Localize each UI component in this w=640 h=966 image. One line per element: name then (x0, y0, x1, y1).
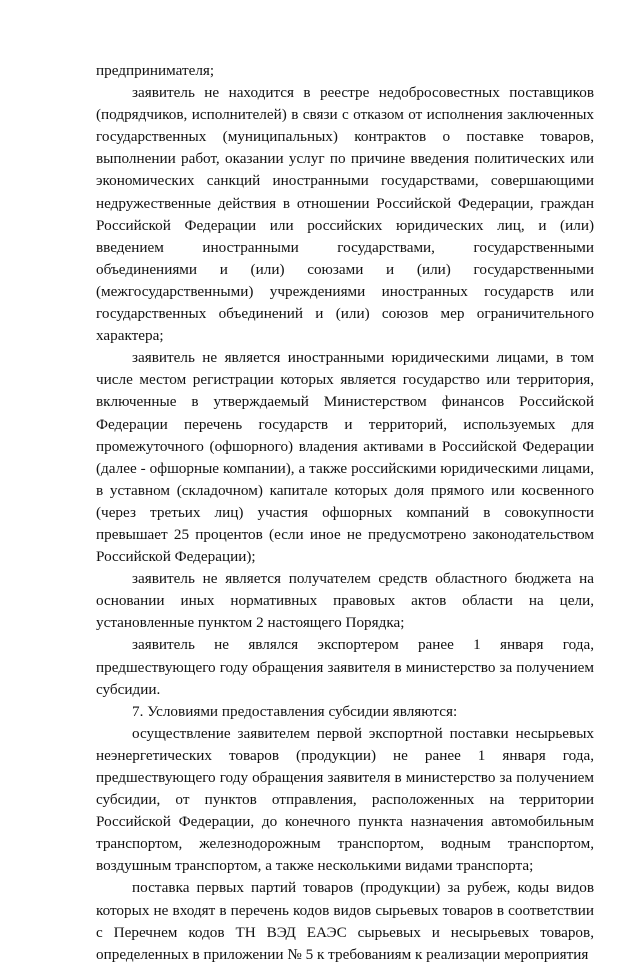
paragraph-regional-budget: заявитель не является получателем средств областного бюджета на основании иных нормативных правовых актов области на цели, установленные пунктом 2 настоящего Порядка; (96, 570, 594, 632)
paragraph-entrepreneur-tail: предпринимателя; (96, 62, 215, 79)
document-body (96, 60, 594, 966)
paragraph-unfair-suppliers-registry: заявитель не находится в реестре недобросовестных поставщиков (подрядчиков, исполнителей) в связи с отказом от исполнения заключенных государственных (муниципальных) контрактов о поставке товаров, выполнении работ, оказании услуг по причине введения политических или экономических санкций иностранными государствами, совершающими недружественные действия в отношении Российской Федерации, граждан Российской Федерации или российских юридических лиц, и (или) введением иностранными государствами, государственными объединениями и (или) союзами и (или) государственными (межгосударственными) учреждениями иностранных государств или государственных объединений и (или) союзов мер ограничительного характера; (96, 84, 594, 345)
paragraph-item-7-heading: 7. Условиями предоставления субсидии являются: (132, 702, 458, 720)
paragraph-offshore-companies: заявитель не является иностранными юридическими лицами, в том числе местом регистрации которых является государство или территория, включенные в утверждаемый Министерством финансов Российской Федерации перечень государств и территорий, используемых для промежуточного (офшорного) владения активами в Российской Федерации (далее - офшорные компании), а также российскими юридическими лицами, в уставном (складочном) капитале которых доля прямого или косвенного (через третьих лиц) участия офшорных компаний в совокупности превышает 25 процентов (если иное не предусмотрено законодательством Российской Федерации); (96, 349, 594, 566)
paragraph-first-batches-abroad: поставка первых партий товаров (продукции) за рубеж, коды видов которых не входят в перечень кодов видов сырьевых товаров в соответствии с Перечнем кодов ТН ВЭД ЕАЭС сырьевых и несырьевых товаров, определенных в приложении № 5 к требованиям к реализации мероприятия (96, 879, 594, 963)
paragraph-not-exporter: заявитель не являлся экспортером ранее 1 января года, предшествующего году обращения заявителя в министерство за получением субсидии. (96, 636, 594, 698)
paragraph-first-export-delivery: осуществление заявителем первой экспортной поставки несырьевых неэнергетических товаров (продукции) не ранее 1 января года, предшествующего году обращения заявителя в министерство за получением субсидии, от пунктов отправления, расположенных на территории Российской Федерации, до конечного пункта назначения автомобильным транспортом, железнодорожным транспортом, водным транспортом, воздушным транспортом, а также несколькими видами транспорта; (96, 724, 594, 875)
